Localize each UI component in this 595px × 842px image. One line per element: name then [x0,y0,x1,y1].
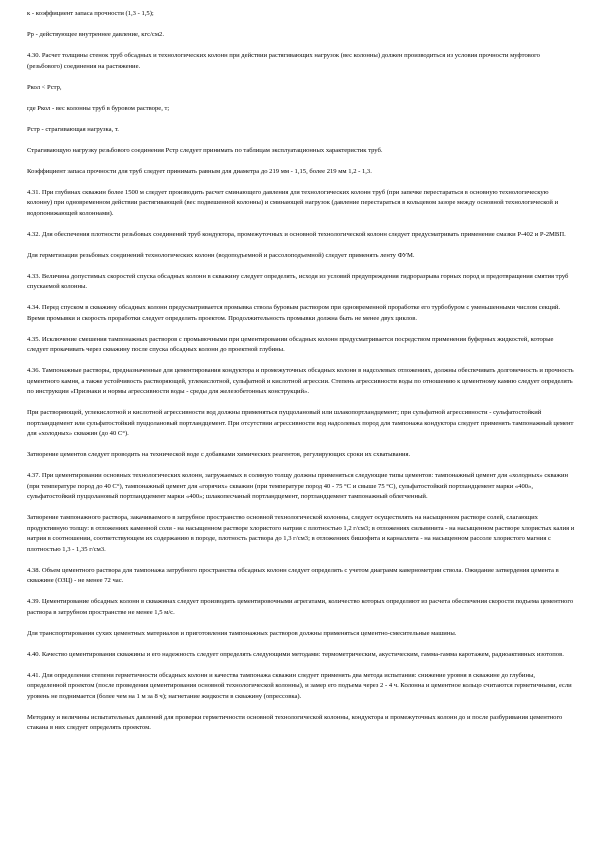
paragraph-column-weight-definition: где Ркол - вес колонны труб в буровом растворе, т; [27,104,170,112]
paragraph-4-37: 4.37. При цементировании основных технологических колонн, загружаемых в соляную толщу должны применяться следующие типы цементов: тампонажный цемент для «холодных» скважин (при температуре пород до 40 С°), тампонажный цемент для «горячих» скважин (при температуре пород 40 - 75 °С и свыше 75 °С), сульфатостойкий портландцемент марки «400», сульфатостойкий пуццолановый портландцемент марки «400»; шлакопесчаный портландцемент, портландцемент тампонажный облегченный. [27,472,569,500]
paragraph-safety-factor-diameter: Коэффициент запаса прочности для труб следует принимать равным для диаметра до 219 мм - 1,15, более 219 мм 1,2 - 1,3. [27,167,372,175]
paragraph-salt-solution: Затворение тампонажного раствора, закачиваемого в затрубное пространство основной технологической колонны, следует осуществлять на насыщенном растворе солей, слагающих продуктивную толщу: в отложениях каменной соли - на насыщенном растворе хлористого натрия с плотностью 1,2 г/см3; в отложениях сильвинита - на насыщенном растворе хлористых калия и натрия в соотношении, соответствующем их содержанию в породе, плотность раствора до 1,3 г/см3; в отложениях бишофита и карналлита - на насыщенном рассоле хлористого магния с плотностью 1,3 - 1,35 г/см3. [27,514,575,553]
paragraph-4-38: 4.38. Объем цементного раствора для тампонажа затрубного пространства обсадных колонн следует определять с учетом диаграмм кавернометрии ствола. Ожидание затвердения цемента в скважине (ОЗЦ) - не менее 72 час. [27,566,559,584]
formula-weight-condition: Ркол < Рстр, [27,83,62,91]
document-body [27,9,575,744]
paragraph-pull-load-definition: Рстр - страгивающая нагрузка, т. [27,125,119,133]
paragraph-internal-pressure: Рр - действующее внутреннее давление, кгс/см2. [27,31,164,38]
paragraph-test-pressure-method: Методику и величины испытательных давлений для проверки герметичности основной технологической колонны, кондуктора и промежуточных колонн до и после разбуривания цементного стакана в них следует определять проектом. [27,713,563,731]
paragraph-4-30: 4.30. Расчет толщины стенок труб обсадных и технологических колонн при действии растягивающих нагрузок (вес колонны) должен производиться из условия прочности муфтового (резьбового) соединения на растяжение. [27,52,540,70]
paragraph-4-33: 4.33. Величина допустимых скоростей спуска обсадных колонн в скважину следует определять, исходя из условий предупреждения гидроразрыва горных пород и предотвращения смятия труб спускаемой колонны. [27,272,569,290]
paragraph-4-31: 4.31. При глубинах скважин более 1500 м следует производить расчет сминающего давления для технологических колонн труб (при запечке перестараться в основную технологическую колонну) при одновременном действии растягивающей (вес подвешенной колонны) и сминающей нагрузок (давление перестараться в кольцевом зазоре между основной технологической и водопонижающей колоннами). [27,188,559,217]
paragraph-4-41: 4.41. Для определения степени герметичности обсадных колонн и качества тампонажа скважин следует применять два метода испытания: снижение уровня в скважине до глубины, определенной проектом (после проведения цементирования основной технологической колонны), и замер его подъема через 2 - 4 ч. Колонна и цементное кольцо считаются герметичными, если уровень не поднимается (более чем на 1 м за 8 ч); нагнетание жидкости в скважину (опрессовка). [27,671,572,700]
paragraph-4-34: 4.34. Перед спуском в скважину обсадных колонн предусматривается промывка ствола буровым раствором при одновременной проработке его турбобуром с уменьшенными числом секций. Время промывки и скорость проработки следует определять проектом. Продолжительность промывки должна быть не менее двух циклов. [27,304,561,322]
paragraph-4-32: 4.32. Для обеспечения плотности резьбовых соединений труб кондуктора, промежуточных и основной технологической колонн следует предусматривать применение смазки Р-402 и Р-2МВП. [27,230,566,238]
paragraph-4-40: 4.40. Качество цементирования скважины и его надежность следует определять следующими методами: термометрическим, акустическим, гамма-гамма каротажем, радиоактивных изотопов. [27,650,564,658]
paragraph-fum-tape: Для герметизации резьбовых соединений технологических колонн (водоподъемной и рассолоподъемной) следует применять ленту ФУМ. [27,251,415,259]
paragraph-mixing-machines: Для транспортирования сухих цементных материалов и приготовления тампонажных растворов должны применяться цементно-смесительные машины. [27,629,457,637]
paragraph-4-36: 4.36. Тампонажные растворы, предназначенные для цементирования кондуктора и промежуточных обсадных колонн в надсолевых отложениях, должны обеспечивать долговечность и прочность цементного камня, а также устойчивость растворяющей, углекислотной, сульфатной и кислотной агрессии. Степень агрессивности воды по отношению к цементному камню следует определять по инструкции «Признаки и нормы агрессивности воды - среды для железобетонных конструкций». [27,367,574,395]
paragraph-safety-factor: к - коэффициент запаса прочности (1,3 - 1,5); [27,10,154,17]
paragraph-4-39: 4.39. Цементирование обсадных колонн в скважинах следует производить цементировочными агрегатами, количество которых определяют из расчета обеспечения скорости подъема цементного раствора в затрубном пространстве не менее 1,5 м/с. [27,598,574,616]
paragraph-cement-mixing: Затворение цементов следует проводить на технической воде с добавками химических реагентов, регулирующих сроки их схватывания. [27,451,411,458]
paragraph-pull-load-tables: Страгивающую нагрузку резьбового соединения Рстр следует принимать по таблицам эксплуатационных характеристик труб. [27,146,383,154]
paragraph-4-35: 4.35. Исключение смешения тампонажных растворов с промывочными при цементировании обсадных колонн предусматривается посредством применения буферных жидкостей, которые следует прокачивать через скважину после спуска обсадных колонн до проектной глубины. [27,335,554,353]
paragraph-aggressiveness: При растворяющей, углекислотной и кислотной агрессивности вод должны применяться пуццолановый или шлакопортландцемент; при сульфатной агрессивности - сульфатостойкий портландцемент или сульфатостойкий пуццолановый портландцемент. При отсутствии агрессивности вод надсолевых пород для тампонажа кондуктора следует применять тампонажный цемент для «холодных» скважин (до 40 С°). [27,409,574,437]
